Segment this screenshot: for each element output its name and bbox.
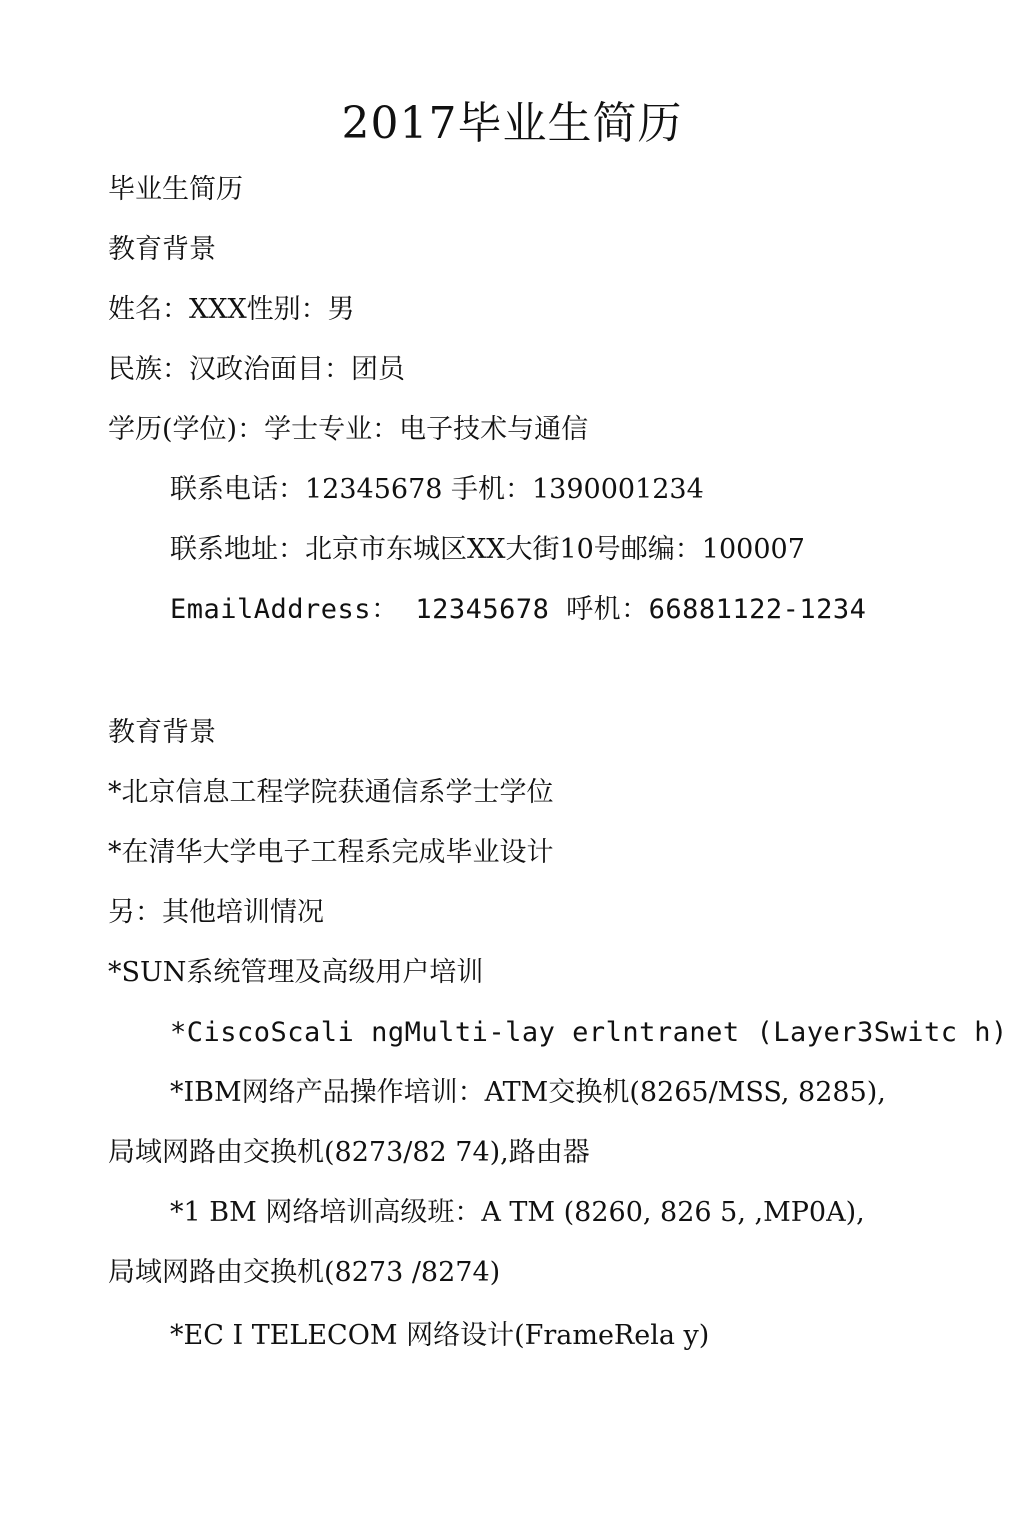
- other-training-heading: 另：其他培训情况: [108, 897, 324, 928]
- training-item-cisco: *CiscoScali ngMulti-lay erlntranet (Layer3Switc h): [170, 1017, 1008, 1048]
- education-item-2: *在清华大学电子工程系完成毕业设计: [108, 837, 554, 868]
- name-gender-line: 姓名：XXX性别：男: [108, 294, 355, 325]
- education-item-1: *北京信息工程学院获通信系学士学位: [108, 777, 554, 808]
- training-item-sun: *SUN系统管理及高级用户培训: [108, 957, 484, 988]
- subtitle-graduate-resume: 毕业生简历: [108, 174, 243, 205]
- training-item-ibm: *IBM网络产品操作培训：ATM交换机(8265/MSS, 8285),: [170, 1077, 886, 1108]
- section-heading-education: 教育背景: [108, 234, 216, 265]
- training-item-ibm-advanced-cont: 局域网路由交换机(8273 /8274): [108, 1257, 501, 1288]
- document-title: 2017毕业生简历: [341, 98, 683, 149]
- training-item-ibm-cont: 局域网路由交换机(8273/82 74),路由器: [108, 1137, 590, 1168]
- section-heading-education-2: 教育背景: [108, 717, 216, 748]
- email-pager-line: EmailAddress： 12345678 呼机：66881122-1234: [170, 594, 867, 625]
- training-item-eci: *EC I TELECOM 网络设计(FrameRela y): [170, 1320, 710, 1351]
- training-item-ibm-advanced: *1 BM 网络培训高级班：A TM (8260, 826 5, ,MP0A),: [170, 1197, 865, 1228]
- degree-major-line: 学历(学位)：学士专业：电子技术与通信: [108, 414, 589, 445]
- ethnicity-politics-line: 民族：汉政治面目：团员: [108, 354, 405, 385]
- phone-line: 联系电话：12345678 手机：1390001234: [170, 474, 704, 505]
- address-line: 联系地址：北京市东城区XX大街10号邮编：100007: [170, 534, 805, 565]
